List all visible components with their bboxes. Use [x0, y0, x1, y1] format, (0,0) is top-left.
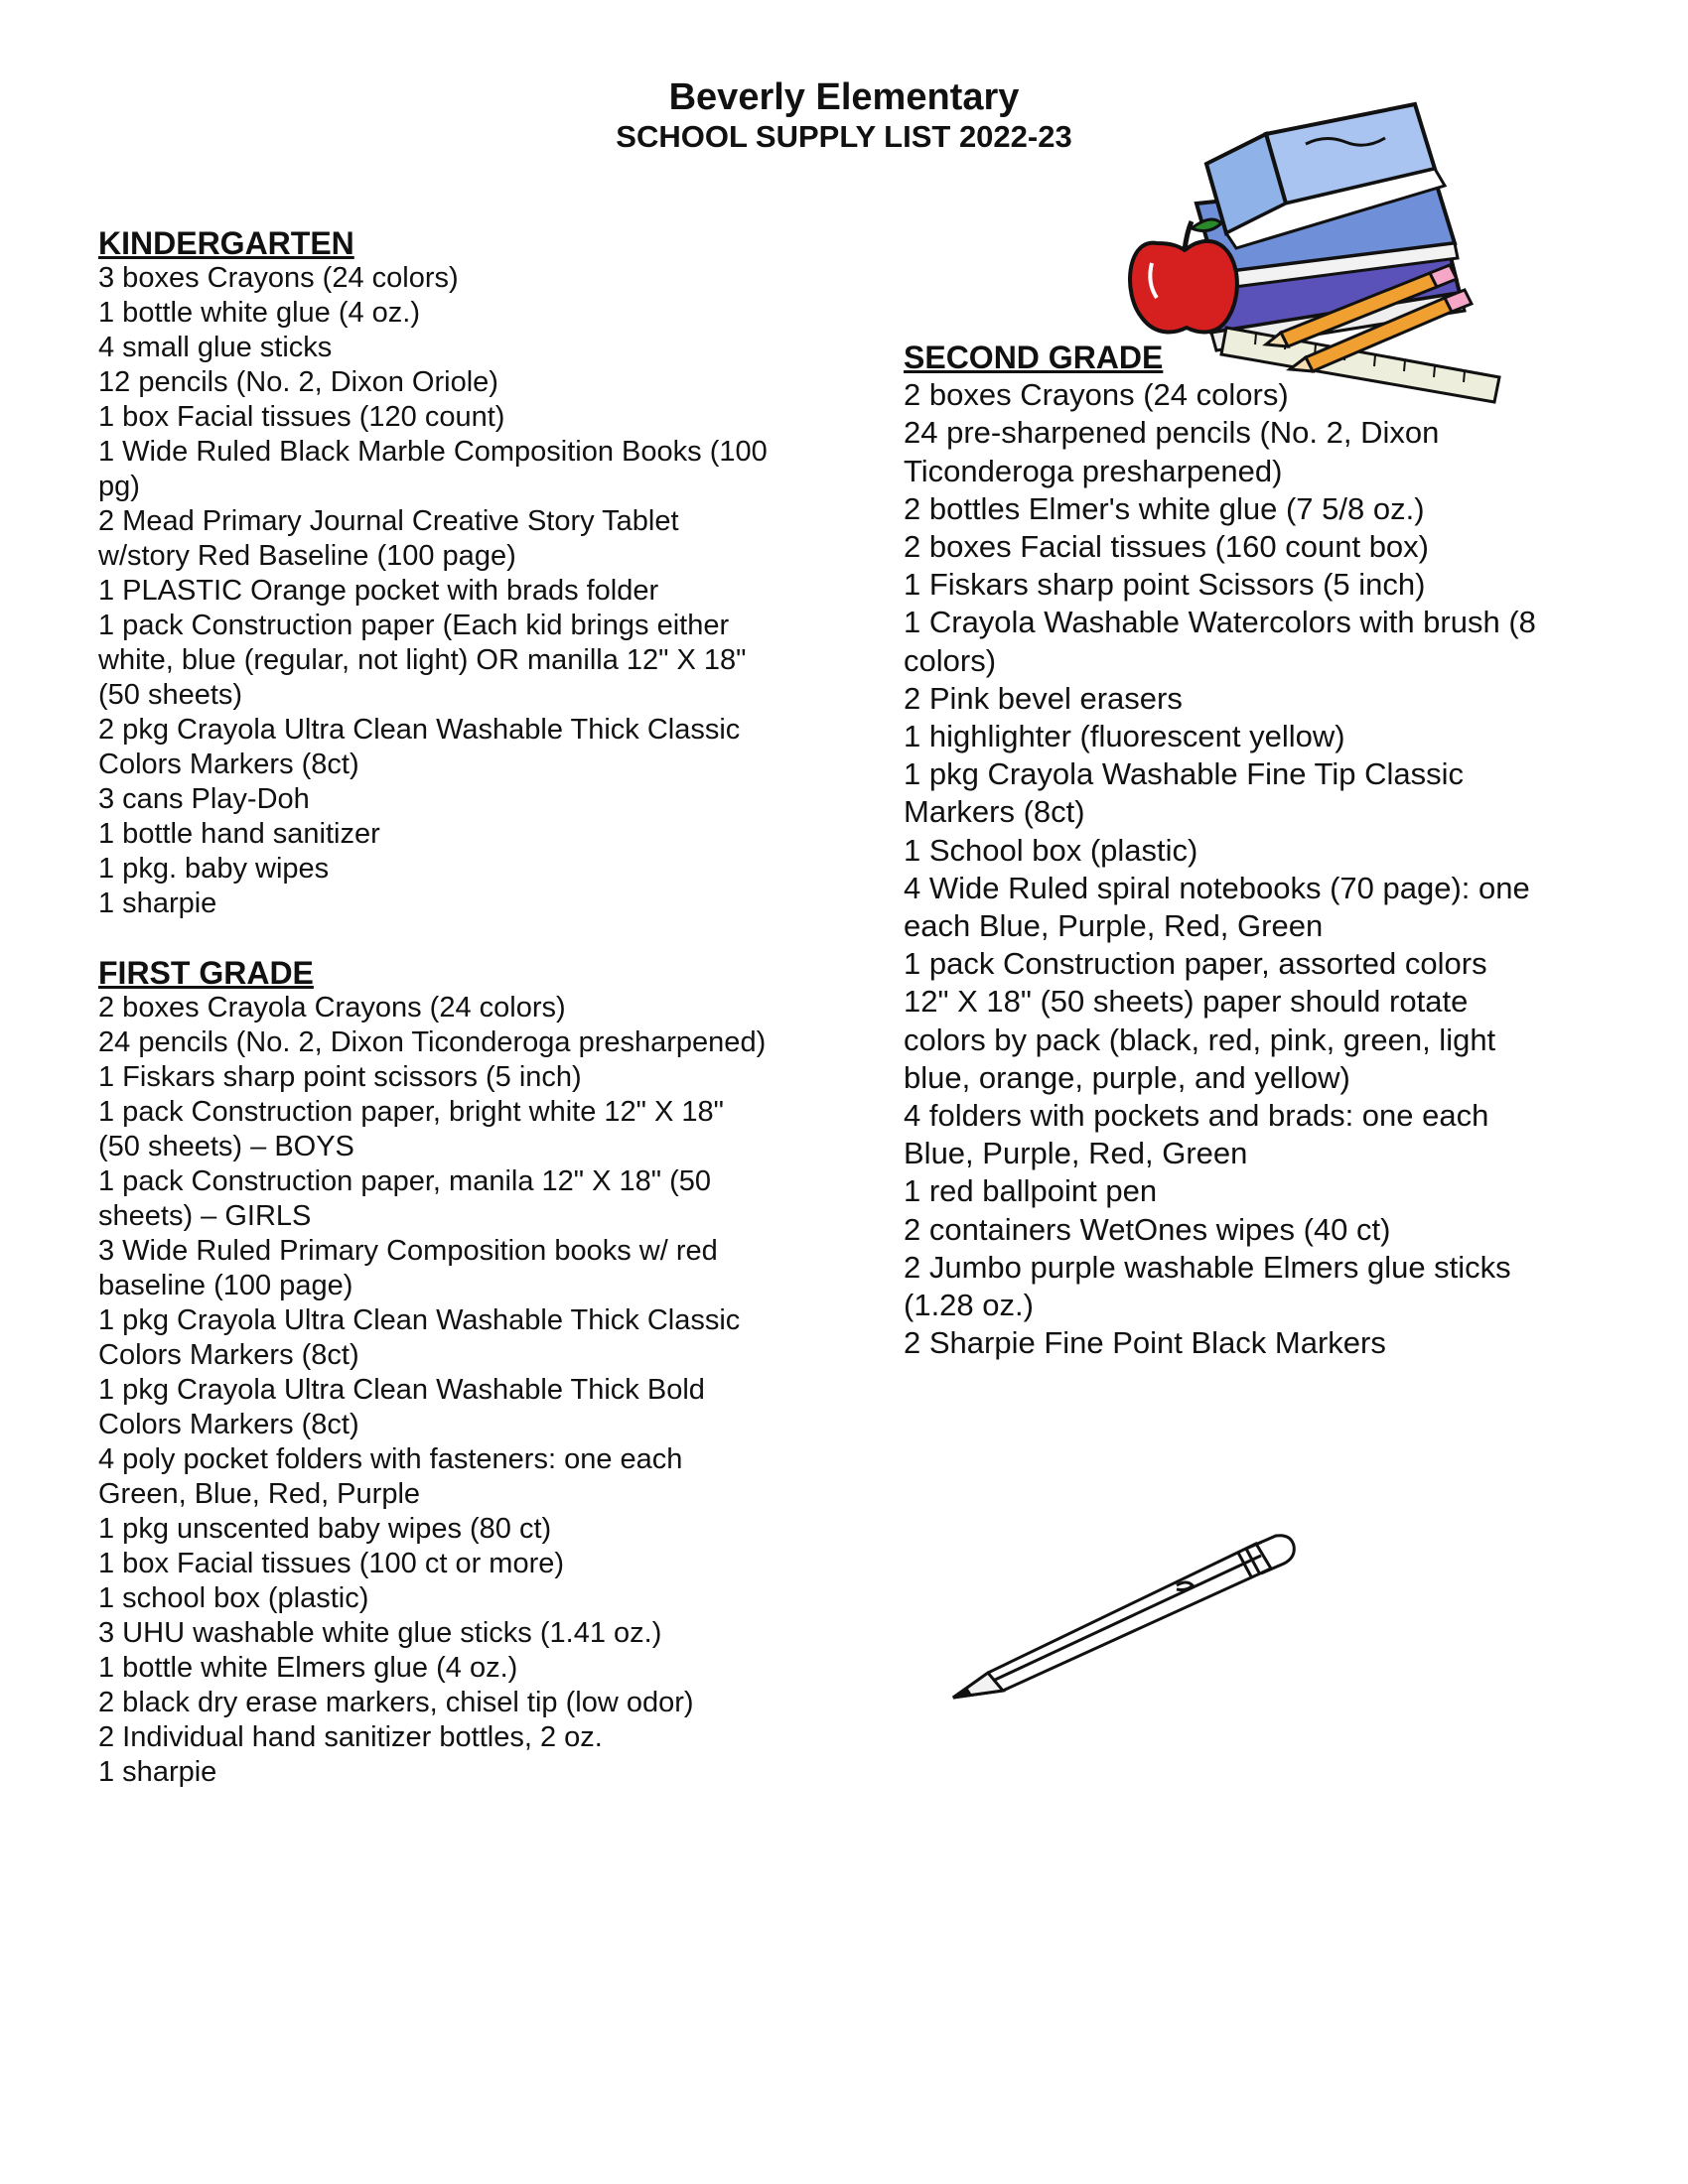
kindergarten-line: Colors Markers (8ct) [98, 749, 359, 780]
second-grade-line: (1.28 oz.) [904, 1288, 1034, 1323]
second-grade-line: 4 folders with pockets and brads: one each [904, 1098, 1489, 1134]
second-grade-line: 1 School box (plastic) [904, 832, 1198, 868]
first-grade-line: Colors Markers (8ct) [98, 1409, 359, 1440]
pencil-illustration [948, 1534, 1306, 1707]
second-grade-line: 2 boxes Facial tissues (160 count box) [904, 529, 1429, 565]
second-grade-line: 1 pkg Crayola Washable Fine Tip Classic [904, 756, 1464, 792]
first-grade-list [98, 991, 823, 1790]
first-grade-line: 4 poly pocket folders with fasteners: one each [98, 1443, 683, 1475]
second-grade-line: 4 Wide Ruled spiral notebooks (70 page): one [904, 870, 1530, 905]
first-grade-line: 1 bottle white Elmers glue (4 oz.) [98, 1652, 518, 1684]
kindergarten-line: white, blue (regular, not light) OR manilla 12" X 18" [98, 644, 747, 676]
first-grade-section [98, 956, 823, 1790]
second-grade-line: 12" X 18" (50 sheets) paper should rotate [904, 984, 1469, 1020]
second-grade-line: 1 highlighter (fluorescent yellow) [904, 719, 1345, 754]
second-grade-heading: SECOND GRADE [904, 340, 1164, 375]
first-grade-line: 1 sharpie [98, 1756, 217, 1788]
kindergarten-line: 2 pkg Crayola Ultra Clean Washable Thick Classic [98, 714, 741, 746]
kindergarten-line: 12 pencils (No. 2, Dixon Oriole) [98, 366, 498, 398]
kindergarten-line: 1 PLASTIC Orange pocket with brads folder [98, 575, 659, 607]
kindergarten-line: 1 bottle hand sanitizer [98, 818, 380, 850]
page-subtitle: SCHOOL SUPPLY LIST 2022-23 [616, 119, 1072, 154]
second-grade-line: 2 Pink bevel erasers [904, 680, 1183, 716]
second-grade-line: 2 boxes Crayons (24 colors) [904, 377, 1289, 413]
first-grade-line: Green, Blue, Red, Purple [98, 1478, 421, 1510]
first-grade-line: Colors Markers (8ct) [98, 1339, 359, 1371]
first-grade-line: 1 pkg Crayola Ultra Clean Washable Thick Bold [98, 1374, 705, 1406]
second-grade-line: Markers (8ct) [904, 794, 1085, 830]
first-grade-line: 2 boxes Crayola Crayons (24 colors) [98, 992, 566, 1024]
kindergarten-heading: KINDERGARTEN [98, 225, 354, 261]
first-grade-line: 3 Wide Ruled Primary Composition books w/ red [98, 1235, 718, 1267]
kindergarten-line: 1 pack Construction paper (Each kid brings either [98, 610, 730, 641]
second-grade-list [904, 376, 1618, 1362]
kindergarten-line: 3 boxes Crayons (24 colors) [98, 262, 459, 294]
second-grade-line: 1 red ballpoint pen [904, 1173, 1158, 1209]
second-grade-line: colors) [904, 642, 997, 678]
kindergarten-line: 2 Mead Primary Journal Creative Story Tablet [98, 505, 679, 537]
second-grade-line: colors by pack (black, red, pink, green, light [904, 1022, 1496, 1057]
kindergarten-line: pg) [98, 471, 140, 502]
first-grade-line: 2 Individual hand sanitizer bottles, 2 oz. [98, 1721, 603, 1753]
first-grade-line: 1 pkg unscented baby wipes (80 ct) [98, 1513, 552, 1545]
second-grade-line: 1 pack Construction paper, assorted colors [904, 946, 1487, 982]
books-apple-pencils-illustration [1117, 94, 1514, 422]
first-grade-line: 2 black dry erase markers, chisel tip (low odor) [98, 1687, 694, 1718]
first-grade-line: sheets) – GIRLS [98, 1200, 312, 1232]
kindergarten-line: 1 box Facial tissues (120 count) [98, 401, 505, 433]
first-grade-line: 3 UHU washable white glue sticks (1.41 oz.) [98, 1617, 662, 1649]
second-grade-line: 2 Jumbo purple washable Elmers glue sticks [904, 1249, 1511, 1285]
left-column [98, 226, 823, 1790]
first-grade-line: (50 sheets) – BOYS [98, 1131, 354, 1162]
first-grade-line: baseline (100 page) [98, 1270, 353, 1301]
kindergarten-list [98, 261, 823, 921]
kindergarten-line: 1 bottle white glue (4 oz.) [98, 297, 421, 329]
second-grade-line: 2 Sharpie Fine Point Black Markers [904, 1325, 1386, 1361]
second-grade-line: 1 Fiskars sharp point Scissors (5 inch) [904, 567, 1426, 603]
kindergarten-line: 1 pkg. baby wipes [98, 853, 330, 885]
second-grade-line: 2 bottles Elmer's white glue (7 5/8 oz.) [904, 490, 1425, 526]
second-grade-line: blue, orange, purple, and yellow) [904, 1059, 1350, 1095]
kindergarten-line: 1 Wide Ruled Black Marble Composition Books (100 [98, 436, 768, 468]
kindergarten-section [98, 226, 823, 921]
page-title: Beverly Elementary [668, 76, 1020, 118]
kindergarten-line: 3 cans Play-Doh [98, 783, 310, 815]
second-grade-line: 2 containers WetOnes wipes (40 ct) [904, 1211, 1391, 1247]
right-column [904, 339, 1618, 1362]
second-grade-line: 24 pre-sharpened pencils (No. 2, Dixon [904, 415, 1440, 451]
kindergarten-line: 4 small glue sticks [98, 332, 333, 363]
first-grade-line: 1 pack Construction paper, bright white 12" X 18" [98, 1096, 724, 1128]
first-grade-line: 1 pkg Crayola Ultra Clean Washable Thick Classic [98, 1304, 741, 1336]
second-grade-line: Blue, Purple, Red, Green [904, 1136, 1248, 1171]
kindergarten-line: w/story Red Baseline (100 page) [98, 540, 516, 572]
second-grade-line: Ticonderoga presharpened) [904, 453, 1283, 488]
first-grade-heading: FIRST GRADE [98, 955, 314, 991]
first-grade-line: 1 box Facial tissues (100 ct or more) [98, 1548, 565, 1579]
first-grade-line: 1 Fiskars sharp point scissors (5 inch) [98, 1061, 582, 1093]
kindergarten-line: (50 sheets) [98, 679, 243, 711]
first-grade-line: 1 school box (plastic) [98, 1582, 369, 1614]
kindergarten-line: 1 sharpie [98, 887, 217, 919]
first-grade-line: 24 pencils (No. 2, Dixon Ticonderoga presharpened) [98, 1026, 767, 1058]
first-grade-line: 1 pack Construction paper, manila 12" X 18" (50 [98, 1165, 712, 1197]
second-grade-line: each Blue, Purple, Red, Green [904, 908, 1324, 944]
second-grade-line: 1 Crayola Washable Watercolors with brush (8 [904, 605, 1536, 640]
